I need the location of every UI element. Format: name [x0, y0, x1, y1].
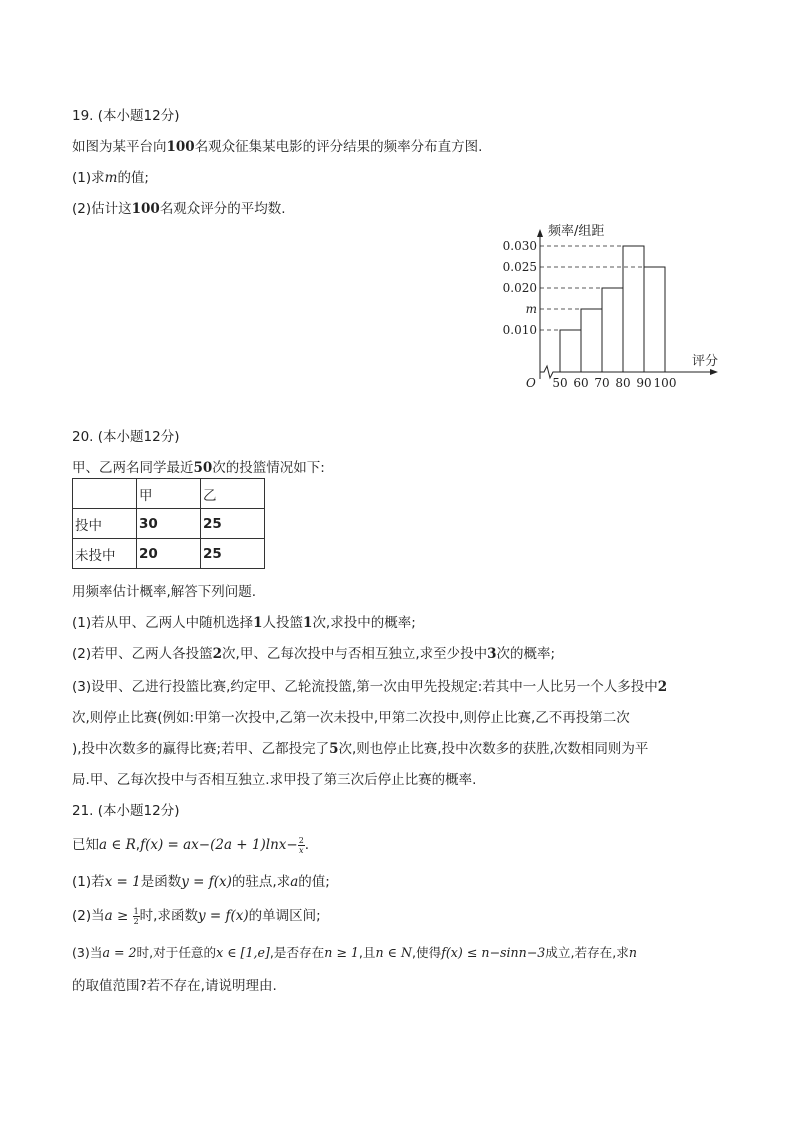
q19-part2: (2)估计这100名观众评分的平均数. — [72, 201, 286, 217]
x-tick-label: 60 — [573, 376, 589, 390]
table-cell: 30 — [137, 509, 201, 539]
q20-part3-line2: 次,则停止比赛(例如:甲第一次投中,乙第一次未投中,甲第二次投中,则停止比赛,乙不再投第二次 — [72, 710, 630, 726]
y-axis-arrow — [537, 229, 543, 237]
histogram-bar — [623, 246, 644, 372]
table-cell: 25 — [201, 509, 265, 539]
y-tick-label: 0.010 — [502, 323, 537, 337]
chart-origin-label: O — [526, 376, 536, 390]
histogram-bar — [644, 267, 665, 372]
q21-part3: (3)当a = 2时,对于任意的x ∈ [1,e],是否存在n ≥ 1,且n ∈ N,使得f(x) ≤ n−sinn−3成立,若存在,求n — [72, 945, 637, 960]
q20-part3-line4: 局.甲、乙每次投中与否相互独立.求甲投了第三次后停止比赛的概率. — [72, 772, 477, 788]
y-tick-label: 0.030 — [502, 239, 537, 253]
histogram-bar — [602, 288, 623, 372]
histogram-bar — [581, 309, 602, 372]
fraction: $\frac{1}{2}$ — [133, 906, 139, 926]
table-header-cell: 乙 — [201, 479, 265, 509]
table-header-cell — [73, 479, 137, 509]
x-tick-label: 100 — [653, 376, 677, 390]
table-row-label: 未投中 — [73, 539, 137, 569]
table-row-label: 投中 — [73, 509, 137, 539]
table-header-row — [73, 479, 265, 509]
y-tick-label: 0.025 — [502, 260, 537, 274]
q20-part1: (1)若从甲、乙两人中随机选择1人投篮1次,求投中的概率; — [72, 615, 416, 631]
table-row — [73, 539, 265, 569]
q20-note: 用频率估计概率,解答下列问题. — [72, 584, 257, 600]
q20-part3-line3: ),投中次数多的赢得比赛;若甲、乙都投完了5次,则也停止比赛,投中次数多的获胜,次数相同则为平 — [72, 741, 649, 757]
chart-xlabel: 评分 — [692, 354, 719, 369]
q19-header: 19. (本小题12分) — [72, 108, 180, 124]
y-tick-label: m — [525, 302, 537, 316]
shooting-table — [72, 478, 265, 569]
q20-intro: 甲、乙两名同学最近50次的投篮情况如下: — [72, 460, 325, 476]
table-cell: 20 — [137, 539, 201, 569]
q20-part3-line1: (3)设甲、乙进行投篮比赛,约定甲、乙轮流投篮,第一次由甲先投规定:若其中一人比另一个人多投中2 — [72, 679, 668, 695]
histogram-bar — [560, 330, 581, 372]
table-header-cell: 甲 — [137, 479, 201, 509]
x-axis-arrow — [710, 369, 718, 375]
table-cell: 25 — [201, 539, 265, 569]
x-tick-label: 90 — [636, 376, 652, 390]
chart-ylabel: 频率/组距 — [548, 224, 605, 239]
x-tick-label: 70 — [594, 376, 610, 390]
frequency-histogram — [500, 219, 730, 397]
fraction: $\frac{2}{x}$ — [298, 835, 304, 855]
q20-header: 20. (本小题12分) — [72, 429, 180, 445]
x-tick-label: 50 — [552, 376, 568, 390]
q20-part2: (2)若甲、乙两人各投篮2次,甲、乙每次投中与否相互独立,求至少投中3次的概率; — [72, 646, 556, 662]
q21-part1: (1)若x = 1是函数y = f(x)的驻点,求a的值; — [72, 874, 330, 890]
x-tick-label: 80 — [615, 376, 631, 390]
q21-part3-line2: 的取值范围?若不存在,请说明理由. — [72, 978, 277, 994]
table-row — [73, 509, 265, 539]
q19-stem: 如图为某平台向100名观众征集某电影的评分结果的频率分布直方图. — [72, 139, 483, 155]
y-tick-label: 0.020 — [502, 281, 537, 295]
q21-header: 21. (本小题12分) — [72, 803, 180, 819]
q21-part2: (2)当a ≥ $\frac{1}{2}$ 时,求函数y = f(x)的单调区间; — [72, 906, 321, 926]
q21-given: 已知a ∈ R,f(x) = ax−(2a + 1)lnx− $\frac{2}{x}$ . — [72, 835, 310, 855]
q19-part1: (1)求m的值; — [72, 170, 149, 186]
